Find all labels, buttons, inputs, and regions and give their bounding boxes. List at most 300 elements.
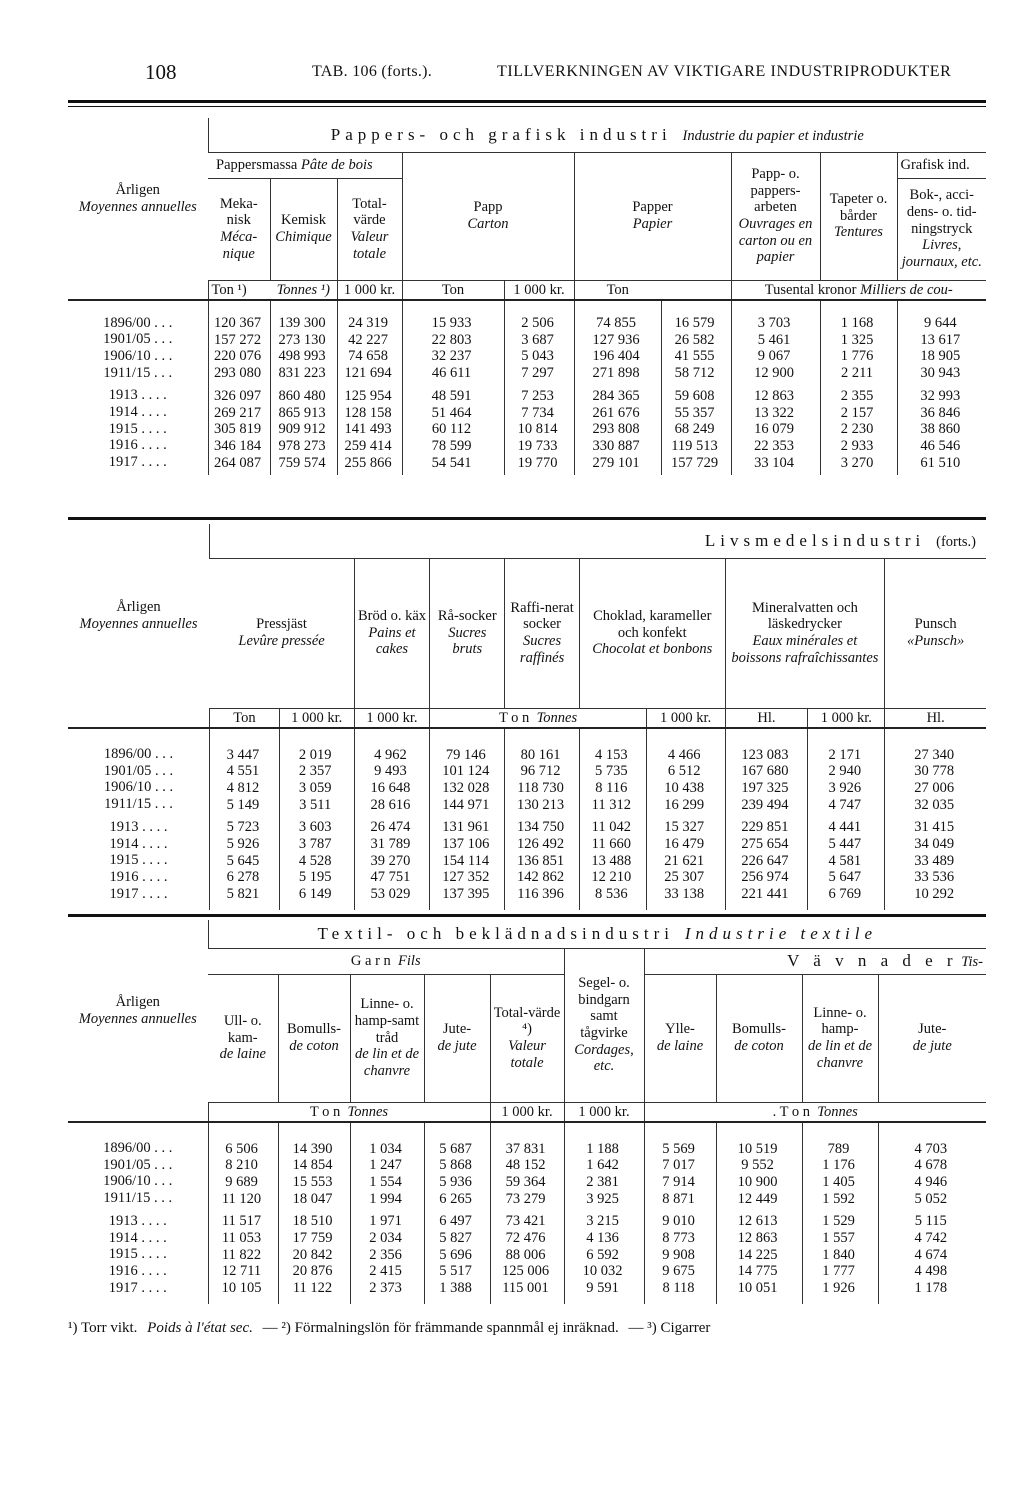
col-raffinerat	[505, 558, 580, 708]
data-value: 14 390	[292, 1140, 333, 1157]
data-value: 12 711	[221, 1263, 262, 1280]
data-value: 14 854	[292, 1157, 333, 1174]
data-value: 330 887	[592, 437, 640, 454]
data-value: 139 300	[278, 315, 326, 332]
col-fr: Chimique	[275, 229, 332, 245]
data-value: 5 043	[521, 348, 554, 365]
col-pressjast	[210, 558, 355, 708]
data-value: 2 940	[828, 763, 862, 780]
num-cell	[208, 1122, 278, 1304]
data-value: 759 574	[278, 454, 326, 471]
data-value: 9 675	[662, 1263, 695, 1280]
data-value: 36 846	[920, 404, 961, 421]
data-value: 10 051	[737, 1280, 778, 1297]
data-value: 11 042	[591, 819, 632, 836]
col-fr: Valeur totale	[350, 229, 389, 262]
data-value: 46 611	[431, 365, 472, 382]
data-value: 239 494	[741, 796, 789, 813]
data-value: 74 855	[596, 315, 636, 332]
data-value: 4 946	[914, 1173, 948, 1190]
data-value: 13 322	[754, 404, 794, 421]
data-value: 2 381	[586, 1173, 619, 1190]
data-value: 24 319	[348, 315, 388, 332]
col-sv: Bomulls-	[732, 1021, 786, 1038]
data-value: 5 735	[595, 763, 628, 780]
col-sv: Papper	[632, 199, 673, 216]
year-label: 1917 . . . .	[108, 454, 167, 471]
num-cell	[802, 1122, 878, 1304]
data-value: 5 461	[757, 331, 791, 348]
col-totalvarde	[490, 974, 564, 1102]
data-value: 5 569	[662, 1140, 695, 1157]
unit-row	[68, 708, 986, 728]
data-value: 978 273	[278, 437, 326, 454]
page-title: TILLVERKNINGEN AV VIKTIGARE INDUSTRIPRODUKTER	[497, 63, 952, 80]
col-fr: Sucres bruts	[448, 624, 487, 658]
data-value: 123 083	[741, 746, 789, 763]
unit-cell: 1 000 kr.	[354, 708, 430, 728]
col-fr: de laine	[656, 1038, 704, 1054]
data-value: 2 355	[840, 387, 874, 404]
data-value: 5 647	[828, 869, 862, 886]
col-fr: de coton	[734, 1038, 784, 1054]
data-value: 16 579	[674, 315, 715, 332]
unit-tusental: Tusental kronor	[764, 281, 857, 298]
section-title-fr: Industrie textile	[684, 923, 878, 943]
col-fr: Livres, journaux, etc.	[901, 237, 982, 270]
data-value: 264 087	[213, 454, 262, 471]
year-label-cell	[68, 524, 210, 708]
data-value: 11 517	[221, 1213, 262, 1230]
data-value: 4 528	[298, 852, 332, 869]
year-label: 1911/15 . . .	[103, 364, 173, 381]
data-value: 7 914	[662, 1173, 695, 1190]
data-value: 271 898	[592, 365, 640, 382]
data-value: 1 840	[822, 1246, 855, 1263]
year-label: 1896/00 . . .	[103, 1140, 173, 1157]
col-fr: Pains et cakes	[368, 624, 416, 658]
col-papp-arbeten	[731, 152, 820, 280]
num-cell	[208, 300, 270, 475]
data-value: 305 819	[213, 421, 262, 438]
data-value: 51 464	[431, 404, 472, 421]
data-value: 3 270	[840, 454, 874, 471]
col-mineralvatten	[725, 558, 885, 708]
col-rasocker	[430, 558, 505, 708]
data-value: 116 396	[517, 886, 564, 903]
section-title-sv: Textil- och beklädnadsindustri	[317, 923, 674, 943]
data-value: 73 421	[505, 1213, 546, 1230]
col-fr: Papier	[632, 216, 673, 232]
unit-blank	[68, 280, 208, 300]
data-value: 5 195	[298, 869, 332, 886]
data-value: 1 777	[822, 1263, 855, 1280]
data-value: 1 325	[840, 331, 874, 348]
data-value: 120 367	[213, 315, 262, 332]
data-value: 12 449	[737, 1190, 778, 1207]
data-value: 4 812	[226, 779, 260, 796]
data-value: 4 581	[828, 852, 862, 869]
col-ull	[208, 974, 278, 1102]
group-vavnader: V ä v n a d e r	[787, 951, 958, 971]
data-value: 28 616	[370, 796, 411, 813]
data-value: 255 866	[344, 454, 392, 471]
data-value: 1 776	[840, 348, 874, 365]
data-value: 5 926	[226, 836, 260, 852]
data-value: 59 364	[505, 1173, 546, 1190]
data-value: 279 101	[592, 454, 640, 471]
section-title-forts: (forts.)	[936, 533, 976, 550]
year-label: 1916 . . . .	[108, 1262, 167, 1279]
col-grafisk-title: Grafisk ind.	[897, 152, 986, 178]
unit-cell	[270, 280, 337, 300]
data-value: 3 603	[298, 819, 332, 836]
data-value: 5 052	[914, 1190, 948, 1207]
num-cell	[731, 300, 820, 475]
data-value: 1 971	[369, 1213, 402, 1230]
data-value: 33 536	[914, 869, 955, 886]
years-cell	[68, 728, 210, 910]
data-value: 53 029	[370, 886, 411, 903]
year-label-cell	[68, 118, 208, 280]
data-value: 78 599	[431, 437, 472, 454]
num-cell	[885, 728, 986, 910]
data-value: 2 019	[298, 746, 332, 763]
data-value: 2 171	[828, 746, 862, 763]
data-value: 2 357	[298, 763, 332, 780]
data-value: 22 353	[754, 437, 794, 454]
data-value: 79 146	[445, 746, 486, 763]
data-value: 128 158	[344, 404, 392, 421]
data-value: 16 079	[754, 421, 794, 438]
unit-cell: Ton	[210, 708, 280, 728]
num-cell	[646, 728, 725, 910]
data-value: 5 115	[914, 1213, 947, 1230]
col-sv: Tapeter o. bårder	[829, 190, 888, 224]
data-value: 73 279	[505, 1190, 546, 1207]
col-ylle	[644, 974, 716, 1102]
group-tis: Tis-	[961, 954, 983, 971]
unit-cell	[661, 280, 731, 300]
data-value: 12 210	[591, 869, 632, 886]
col-fr: Chocolat et bonbons	[592, 641, 713, 658]
num-cell	[430, 728, 505, 910]
data-value: 131 961	[442, 819, 490, 836]
data-value: 3 925	[586, 1190, 619, 1207]
data-value: 11 122	[292, 1280, 333, 1297]
group-header-garn	[208, 948, 564, 974]
data-value: 5 645	[226, 852, 260, 869]
data-value: 121 694	[344, 365, 392, 382]
data-value: 4 747	[828, 796, 862, 813]
data-value: 130 213	[517, 796, 565, 813]
data-value: 9 908	[662, 1246, 695, 1263]
data-row	[68, 728, 986, 910]
year-label: 1913 . . . .	[108, 387, 167, 404]
year-label: 1915 . . . .	[108, 420, 167, 437]
data-value: 7 253	[521, 387, 554, 404]
num-cell	[878, 1122, 986, 1304]
data-value: 6 149	[298, 886, 332, 903]
data-value: 8 116	[595, 779, 628, 796]
data-value: 273 130	[278, 331, 326, 348]
data-value: 1 188	[586, 1140, 619, 1157]
page-number: 108	[145, 60, 177, 84]
data-value: 6 506	[225, 1140, 258, 1157]
data-value: 154 114	[442, 852, 490, 869]
year-label-fr: Moyennes annuelles	[79, 616, 198, 632]
unit-cell: Ton	[402, 280, 504, 300]
data-value: 4 136	[586, 1230, 619, 1246]
data-value: 9 552	[741, 1157, 774, 1174]
data-value: 5 687	[439, 1140, 472, 1157]
data-value: 136 851	[517, 852, 565, 869]
data-value: 118 730	[517, 779, 564, 796]
data-value: 18 905	[920, 348, 961, 365]
year-label-sv: Årligen	[115, 182, 160, 199]
data-value: 31 415	[914, 819, 955, 836]
data-value: 12 863	[754, 387, 794, 404]
data-value: 3 059	[298, 779, 332, 796]
year-label: 1906/10 . . .	[103, 347, 173, 364]
num-cell	[350, 1122, 424, 1304]
data-value: 1 388	[439, 1280, 472, 1297]
data-value: 48 152	[505, 1157, 546, 1174]
section-title-sv: Pappers- och grafisk industri	[330, 124, 672, 144]
data-value: 4 674	[914, 1246, 948, 1263]
unit-ton: Ton ¹)	[211, 281, 247, 298]
data-value: 96 712	[520, 763, 561, 780]
col-fr: Cordages, etc.	[574, 1041, 634, 1075]
col-fr: Eaux minérales et boissons rafraîchissantes	[731, 633, 879, 666]
col-sv: Bomulls-	[287, 1021, 341, 1038]
data-value: 7 297	[521, 365, 554, 382]
unit-cell: 1 000 kr.	[490, 1102, 564, 1122]
data-value: 9 010	[662, 1213, 695, 1230]
section-rule	[68, 517, 986, 520]
data-value: 10 105	[221, 1280, 262, 1297]
data-value: 11 312	[591, 796, 632, 813]
data-value: 7 734	[521, 404, 554, 421]
data-value: 3 703	[757, 315, 791, 332]
year-label: 1914 . . . .	[108, 404, 167, 420]
year-label: 1914 . . . .	[109, 835, 168, 852]
group-sv: Pappersmassa	[216, 156, 298, 173]
data-value: 220 076	[213, 348, 262, 365]
unit-row	[68, 1102, 986, 1122]
data-value: 1 529	[822, 1213, 855, 1230]
col-choklad	[579, 558, 725, 708]
data-value: 5 936	[439, 1173, 472, 1190]
data-value: 10 292	[914, 886, 955, 903]
year-label: 1917 . . . .	[108, 1279, 167, 1296]
year-label: 1901/05 . . .	[103, 331, 173, 348]
paper-industry-table	[68, 118, 986, 475]
top-rule-thin	[68, 106, 986, 107]
unit-ton-sp: T o n	[309, 1103, 341, 1120]
data-value: 32 993	[920, 387, 961, 404]
data-value: 3 787	[298, 836, 332, 852]
col-fr: Levûre pressée	[238, 633, 325, 649]
data-value: 31 789	[370, 836, 411, 852]
data-value: 1 642	[586, 1157, 619, 1174]
num-cell	[897, 300, 986, 475]
data-value: 26 582	[674, 331, 715, 348]
unit-cell: 1 000 kr.	[646, 708, 725, 728]
data-value: 80 161	[520, 746, 561, 763]
num-cell	[504, 300, 574, 475]
unit-tonnes: Tonnes	[817, 1103, 858, 1120]
data-value: 8 118	[662, 1280, 695, 1297]
data-value: 9 067	[757, 348, 791, 365]
data-value: 125 006	[501, 1263, 550, 1280]
data-value: 11 120	[221, 1190, 262, 1207]
data-value: 16 299	[664, 796, 705, 813]
page-header	[0, 60, 1024, 90]
unit-cell	[208, 280, 270, 300]
data-value: 4 466	[667, 746, 701, 763]
unit-ton-sp: . T o n	[772, 1103, 811, 1120]
unit-row	[68, 280, 986, 300]
col-sv: Raffi-nerat socker	[510, 599, 574, 633]
data-value: 11 660	[591, 836, 632, 852]
num-cell	[354, 728, 430, 910]
data-value: 14 225	[737, 1246, 778, 1263]
data-value: 13 617	[920, 331, 961, 348]
data-value: 115 001	[502, 1280, 549, 1297]
data-value: 2 211	[840, 365, 874, 382]
data-value: 259 414	[344, 437, 392, 454]
col-sv: Pressjäst	[256, 616, 307, 633]
data-value: 5 517	[439, 1263, 472, 1280]
col-segelgarn	[564, 948, 644, 1102]
data-value: 860 480	[278, 387, 326, 404]
col-sv: Jute-	[918, 1021, 947, 1038]
data-value: 18 047	[292, 1190, 333, 1207]
data-value: 22 803	[431, 331, 472, 348]
col-fr: de lin et de chanvre	[807, 1038, 873, 1071]
data-value: 1 168	[840, 315, 874, 332]
unit-cell: Hl.	[885, 708, 986, 728]
data-value: 498 993	[278, 348, 326, 365]
year-label: 1915 . . . .	[109, 852, 168, 869]
unit-blank	[68, 1102, 208, 1122]
data-value: 4 153	[595, 746, 628, 763]
data-value: 48 591	[431, 387, 472, 404]
data-value: 4 962	[374, 746, 407, 763]
data-value: 38 860	[920, 421, 961, 438]
data-value: 3 215	[586, 1213, 619, 1230]
data-value: 8 536	[595, 886, 628, 903]
data-value: 3 511	[299, 796, 332, 813]
col-sv: Linne- o. hamp-samt tråd	[354, 996, 420, 1046]
data-value: 34 049	[914, 836, 955, 852]
data-value: 1 926	[822, 1280, 855, 1297]
years-cell	[68, 1122, 208, 1304]
years-cell	[68, 300, 208, 475]
data-value: 19 733	[517, 437, 558, 454]
data-value: 14 775	[737, 1263, 778, 1280]
data-value: 2 415	[369, 1263, 402, 1280]
num-cell	[808, 728, 885, 910]
data-value: 2 506	[521, 315, 554, 332]
year-label: 1916 . . . .	[109, 868, 168, 885]
data-value: 5 447	[828, 836, 862, 852]
col-fr: de coton	[289, 1038, 339, 1054]
num-cell	[210, 728, 280, 910]
year-label: 1911/15 . . .	[104, 796, 173, 813]
unit-cell: 1 000 kr.	[564, 1102, 644, 1122]
data-value: 9 493	[374, 763, 407, 780]
col-sv: Total-värde ⁴)	[493, 1004, 561, 1038]
data-value: 88 006	[505, 1246, 546, 1263]
col-sv: Segel- o. bindgarn samt tågvirke	[578, 974, 630, 1041]
data-value: 127 352	[442, 869, 490, 886]
num-cell	[564, 1122, 644, 1304]
data-value: 33 104	[754, 454, 794, 471]
unit-cell: 1 000 kr.	[504, 280, 574, 300]
year-label: 1913 . . . .	[108, 1212, 167, 1229]
data-value: 1 405	[822, 1173, 855, 1190]
data-value: 60 112	[431, 421, 472, 438]
data-value: 6 592	[586, 1246, 619, 1263]
unit-tonnes: Tonnes	[536, 709, 578, 726]
data-value: 32 035	[914, 796, 955, 813]
data-value: 20 842	[292, 1246, 333, 1263]
num-cell	[820, 300, 897, 475]
col-bomull-vav	[716, 974, 802, 1102]
year-label: 1901/05 . . .	[103, 762, 174, 779]
num-cell	[725, 728, 808, 910]
data-value: 30 943	[920, 365, 961, 382]
unit-cell: 1 000 kr.	[337, 280, 402, 300]
unit-cell	[208, 1102, 490, 1122]
data-value: 5 868	[439, 1157, 472, 1174]
data-value: 157 729	[670, 454, 719, 471]
data-value: 1 176	[822, 1157, 855, 1174]
col-brod	[354, 558, 430, 708]
col-fr: de laine	[219, 1046, 266, 1063]
data-value: 3 926	[828, 779, 862, 796]
num-cell	[574, 300, 661, 475]
data-value: 1 994	[369, 1190, 402, 1207]
num-cell	[644, 1122, 716, 1304]
section-rule	[68, 914, 986, 917]
data-value: 10 900	[737, 1173, 778, 1190]
data-value: 125 954	[344, 387, 392, 404]
data-value: 37 831	[505, 1140, 546, 1157]
data-value: 5 696	[439, 1246, 472, 1263]
data-value: 293 080	[213, 365, 262, 382]
data-value: 4 703	[914, 1140, 948, 1157]
col-fr: de lin et de chanvre	[354, 1046, 420, 1079]
data-value: 6 265	[439, 1190, 472, 1207]
year-label: 1913 . . . .	[109, 818, 168, 835]
data-value: 197 325	[741, 779, 789, 796]
unit-milliers: Milliers de cou-	[860, 281, 953, 298]
col-fr: de jute	[437, 1038, 477, 1054]
col-fr: «Punsch»	[907, 633, 965, 649]
data-value: 27 006	[914, 779, 955, 796]
data-value: 3 687	[521, 331, 554, 348]
col-boktryck	[897, 178, 986, 280]
data-value: 8 210	[225, 1157, 258, 1174]
data-value: 269 217	[213, 404, 262, 421]
col-fr: Carton	[467, 216, 509, 232]
data-value: 293 808	[592, 421, 640, 438]
col-tapeter	[820, 152, 897, 280]
data-value: 8 871	[662, 1190, 695, 1207]
